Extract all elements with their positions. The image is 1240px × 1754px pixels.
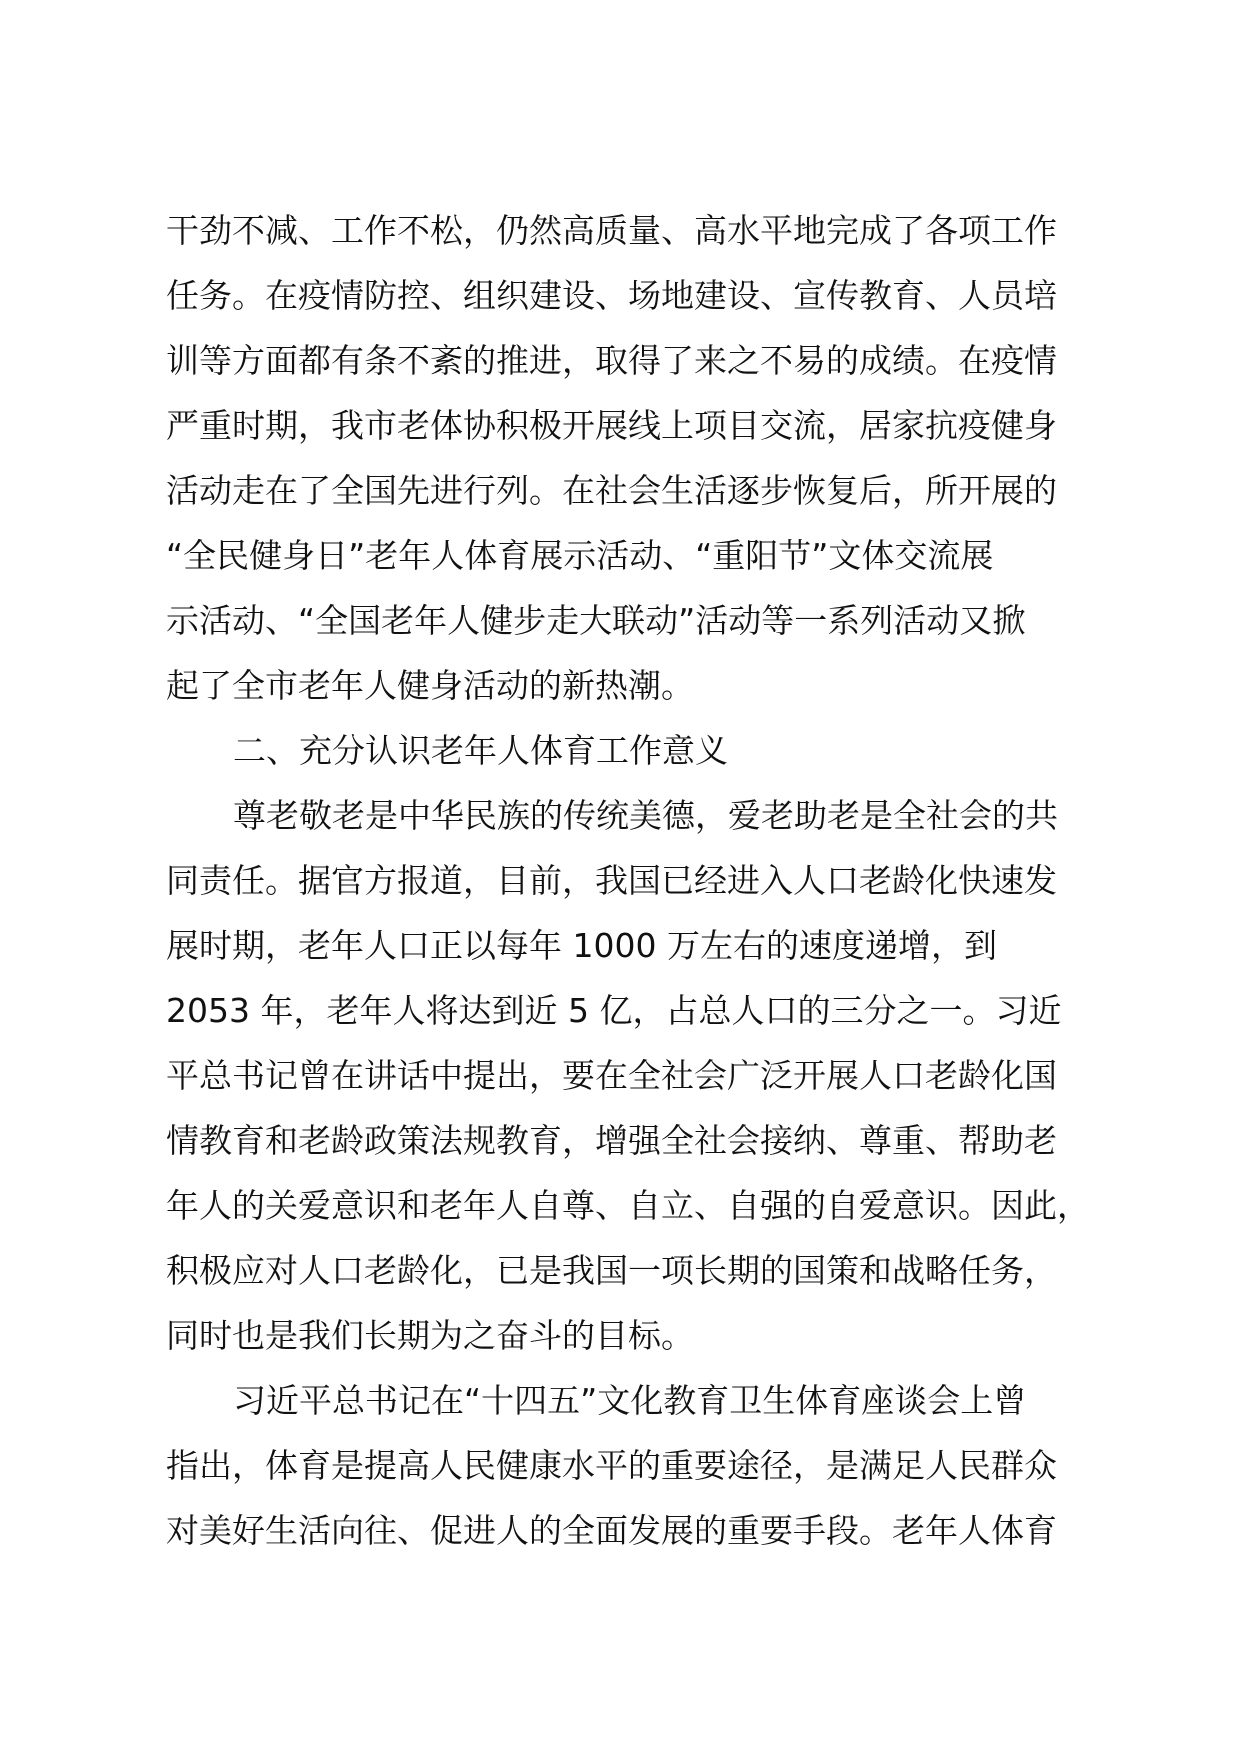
paragraph-sports-significance — [166, 1368, 1096, 1563]
text-line: 任务。在疫情防控、组织建设、场地建设、宣传教育、人员培 — [166, 276, 1057, 315]
text-line: 同时也是我们长期为之奋斗的目标。 — [166, 1316, 694, 1355]
text-line: 示活动、“全国老年人健步走大联动”活动等一系列活动又掀 — [166, 601, 1026, 640]
text-line: 指出，体育是提高人民健康水平的重要途径，是满足人民群众 — [166, 1446, 1057, 1485]
text-line: 干劲不减、工作不松，仍然高质量、高水平地完成了各项工作 — [166, 211, 1057, 250]
text-line: 活动走在了全国先进行列。在社会生活逐步恢复后，所开展的 — [166, 471, 1057, 510]
text-line: 2053 年，老年人将达到近 5 亿，占总人口的三分之一。习近 — [166, 991, 1062, 1030]
text-line: 尊老敬老是中华民族的传统美德，爱老助老是全社会的共 — [233, 796, 1058, 835]
text-line: 展时期，老年人口正以每年 1000 万左右的速度递增，到 — [166, 926, 997, 965]
document-body — [166, 198, 1096, 1563]
paragraph-aging-population — [166, 783, 1096, 1368]
section-heading: 二、充分认识老年人体育工作意义 — [233, 731, 728, 770]
text-line: 平总书记曾在讲话中提出，要在全社会广泛开展人口老龄化国 — [166, 1056, 1057, 1095]
text-line: 积极应对人口老龄化，已是我国一项长期的国策和战略任务， — [166, 1251, 1057, 1290]
paragraph-achievements — [166, 198, 1096, 718]
text-line: 同责任。据官方报道，目前，我国已经进入人口老龄化快速发 — [166, 861, 1057, 900]
text-line: 训等方面都有条不紊的推进，取得了来之不易的成绩。在疫情 — [166, 341, 1057, 380]
text-line: 严重时期，我市老体协积极开展线上项目交流，居家抗疫健身 — [166, 406, 1057, 445]
text-line: “全民健身日”老年人体育展示活动、“重阳节”文体交流展 — [166, 536, 994, 575]
text-line: 习近平总书记在“十四五”文化教育卫生体育座谈会上曾 — [233, 1381, 1027, 1420]
text-line: 起了全市老年人健身活动的新热潮。 — [166, 666, 694, 705]
text-line: 年人的关爱意识和老年人自尊、自立、自强的自爱意识。因此， — [166, 1186, 1090, 1225]
text-line: 情教育和老龄政策法规教育，增强全社会接纳、尊重、帮助老 — [166, 1121, 1057, 1160]
text-line: 对美好生活向往、促进人的全面发展的重要手段。老年人体育 — [166, 1511, 1057, 1550]
